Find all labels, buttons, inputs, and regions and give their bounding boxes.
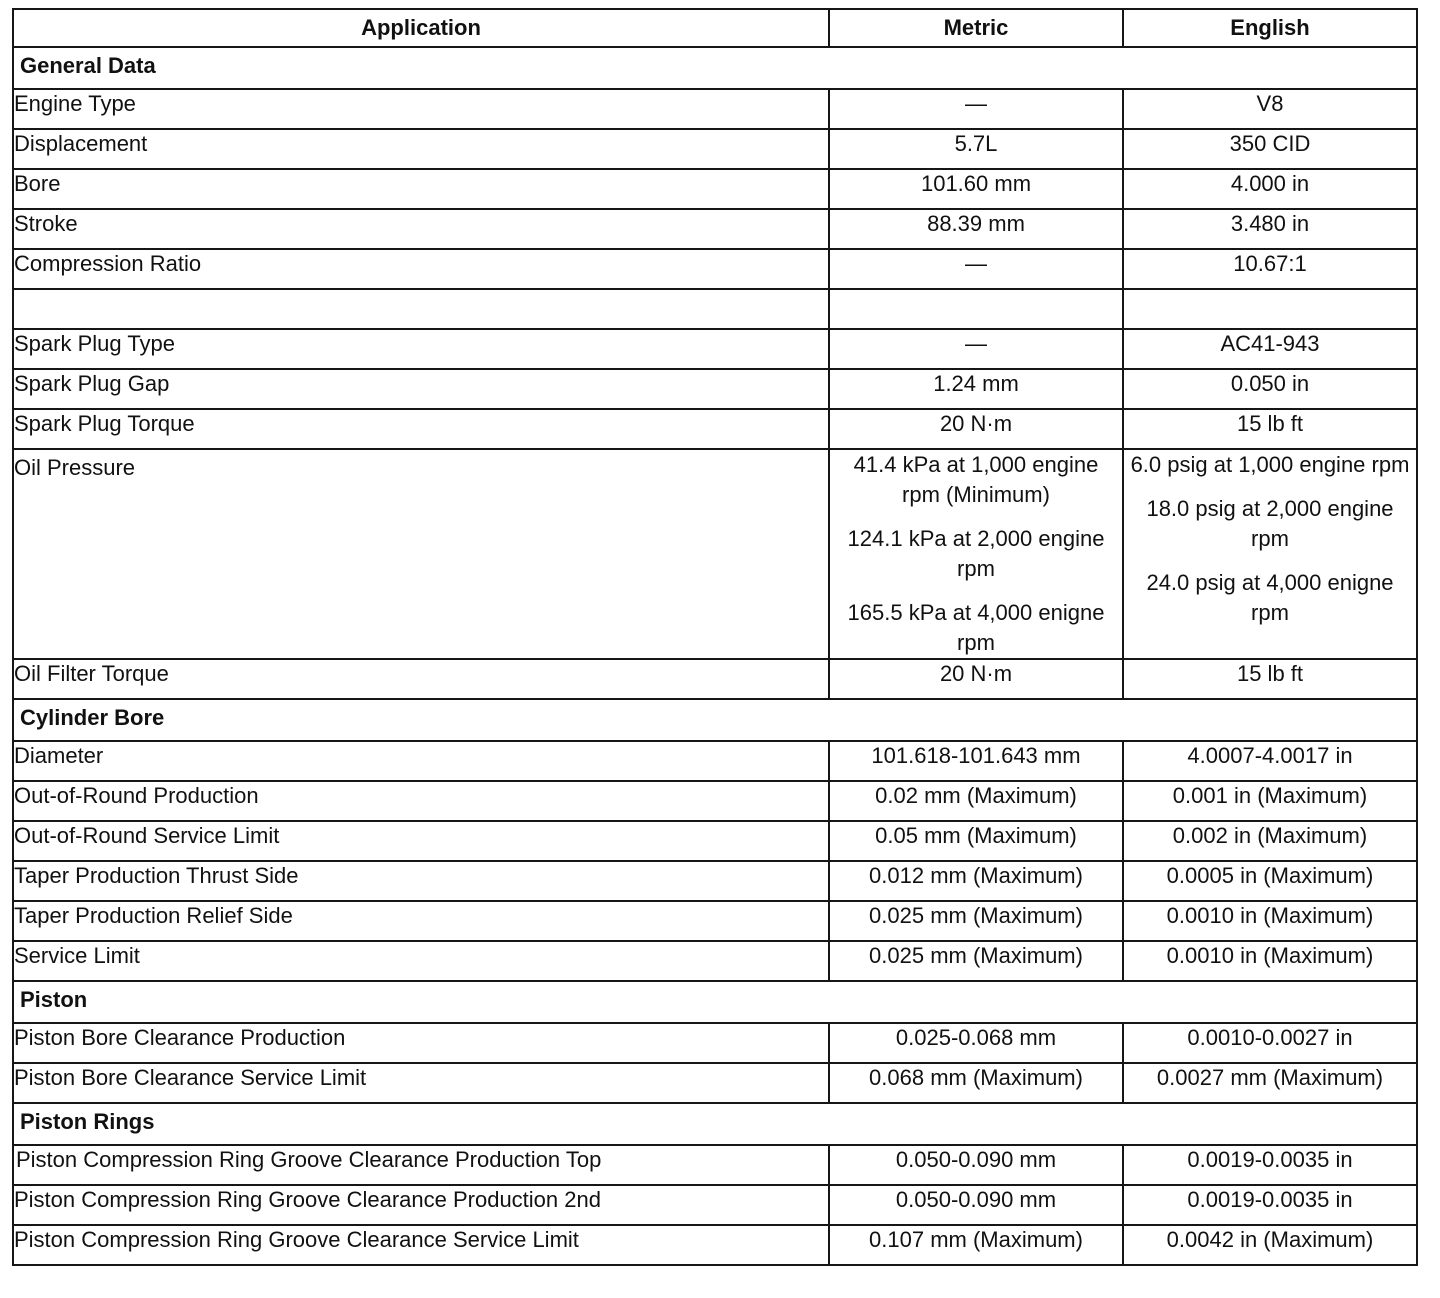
application-cell: Displacement bbox=[13, 129, 829, 169]
application-cell: Bore bbox=[13, 169, 829, 209]
table-row bbox=[13, 781, 1417, 821]
section-title-cylinder-bore: Cylinder Bore bbox=[13, 699, 1417, 741]
metric-cell: 0.107 mm (Maximum) bbox=[829, 1225, 1123, 1265]
section-title-general: General Data bbox=[13, 47, 1417, 89]
table-row bbox=[13, 369, 1417, 409]
english-cell: 4.000 in bbox=[1123, 169, 1417, 209]
table-row bbox=[13, 1185, 1417, 1225]
metric-cell: 20 N·m bbox=[829, 659, 1123, 699]
table-row bbox=[13, 169, 1417, 209]
oil-pressure-metric-4000: 165.5 kPa at 4,000 enigne rpm bbox=[847, 600, 1105, 655]
english-cell bbox=[1123, 449, 1417, 659]
application-cell: Stroke bbox=[13, 209, 829, 249]
metric-cell: 0.02 mm (Maximum) bbox=[829, 781, 1123, 821]
application-cell: Piston Bore Clearance Production bbox=[13, 1023, 829, 1063]
oil-pressure-english-1000: 6.0 psig at 1,000 engine rpm bbox=[1130, 452, 1410, 477]
table-row bbox=[13, 741, 1417, 781]
metric-cell: — bbox=[829, 249, 1123, 289]
english-cell: 0.0019-0.0035 in bbox=[1123, 1145, 1417, 1185]
metric-cell: — bbox=[829, 329, 1123, 369]
header-row bbox=[13, 9, 1417, 47]
metric-cell: 1.24 mm bbox=[829, 369, 1123, 409]
english-cell: V8 bbox=[1123, 89, 1417, 129]
table-row bbox=[13, 209, 1417, 249]
application-cell: Spark Plug Type bbox=[13, 329, 829, 369]
english-cell: AC41-943 bbox=[1123, 329, 1417, 369]
application-cell: Piston Compression Ring Groove Clearance Production 2nd bbox=[13, 1185, 829, 1225]
application-cell: Spark Plug Gap bbox=[13, 369, 829, 409]
header-metric: Metric bbox=[829, 9, 1123, 47]
metric-cell: 0.068 mm (Maximum) bbox=[829, 1063, 1123, 1103]
application-cell: Spark Plug Torque bbox=[13, 409, 829, 449]
english-cell: 10.67:1 bbox=[1123, 249, 1417, 289]
oil-pressure-metric-1000: 41.4 kPa at 1,000 engine rpm (Minimum) bbox=[853, 452, 1099, 507]
application-cell: Diameter bbox=[13, 741, 829, 781]
application-cell: Taper Production Thrust Side bbox=[13, 861, 829, 901]
blank-cell bbox=[829, 289, 1123, 329]
table-row bbox=[13, 409, 1417, 449]
metric-cell: 0.050-0.090 mm bbox=[829, 1145, 1123, 1185]
metric-cell: 0.050-0.090 mm bbox=[829, 1185, 1123, 1225]
table-row bbox=[13, 861, 1417, 901]
application-cell: Compression Ratio bbox=[13, 249, 829, 289]
oil-pressure-metric-2000: 124.1 kPa at 2,000 engine rpm bbox=[847, 526, 1105, 581]
english-cell: 0.050 in bbox=[1123, 369, 1417, 409]
header-english: English bbox=[1123, 9, 1417, 47]
table-row bbox=[13, 129, 1417, 169]
application-cell: Out-of-Round Production bbox=[13, 781, 829, 821]
application-cell: Engine Type bbox=[13, 89, 829, 129]
english-cell: 0.0010 in (Maximum) bbox=[1123, 941, 1417, 981]
metric-cell: 101.60 mm bbox=[829, 169, 1123, 209]
metric-cell: 88.39 mm bbox=[829, 209, 1123, 249]
table-row bbox=[13, 941, 1417, 981]
table-row bbox=[13, 1225, 1417, 1265]
table-row bbox=[13, 1145, 1417, 1185]
table-row bbox=[13, 1063, 1417, 1103]
table-row bbox=[13, 89, 1417, 129]
metric-cell: 0.025-0.068 mm bbox=[829, 1023, 1123, 1063]
metric-cell: 5.7L bbox=[829, 129, 1123, 169]
header-application: Application bbox=[13, 9, 829, 47]
oil-pressure-english-2000: 18.0 psig at 2,000 engine rpm bbox=[1146, 496, 1394, 551]
section-title-piston: Piston bbox=[13, 981, 1417, 1023]
metric-cell: 20 N·m bbox=[829, 409, 1123, 449]
table-row bbox=[13, 659, 1417, 699]
metric-cell: — bbox=[829, 89, 1123, 129]
application-cell: Piston Bore Clearance Service Limit bbox=[13, 1063, 829, 1103]
section-title-piston-rings: Piston Rings bbox=[13, 1103, 1417, 1145]
specifications-sheet bbox=[12, 8, 1416, 1266]
table-row bbox=[13, 249, 1417, 289]
english-cell: 15 lb ft bbox=[1123, 409, 1417, 449]
section-row bbox=[13, 47, 1417, 89]
metric-cell: 0.025 mm (Maximum) bbox=[829, 941, 1123, 981]
metric-cell: 0.05 mm (Maximum) bbox=[829, 821, 1123, 861]
oil-pressure-english-4000: 24.0 psig at 4,000 enigne rpm bbox=[1146, 570, 1394, 625]
section-row bbox=[13, 981, 1417, 1023]
english-cell: 0.002 in (Maximum) bbox=[1123, 821, 1417, 861]
section-row bbox=[13, 1103, 1417, 1145]
english-cell: 0.0042 in (Maximum) bbox=[1123, 1225, 1417, 1265]
table-row bbox=[13, 329, 1417, 369]
metric-cell: 0.012 mm (Maximum) bbox=[829, 861, 1123, 901]
application-cell: Service Limit bbox=[13, 941, 829, 981]
section-row bbox=[13, 699, 1417, 741]
english-cell: 0.0019-0.0035 in bbox=[1123, 1185, 1417, 1225]
specifications-table bbox=[12, 8, 1418, 1266]
blank-row bbox=[13, 289, 1417, 329]
application-cell: Piston Compression Ring Groove Clearance Production Top bbox=[13, 1145, 829, 1185]
blank-cell bbox=[13, 289, 829, 329]
english-cell: 0.0005 in (Maximum) bbox=[1123, 861, 1417, 901]
english-cell: 0.001 in (Maximum) bbox=[1123, 781, 1417, 821]
application-cell: Piston Compression Ring Groove Clearance Service Limit bbox=[13, 1225, 829, 1265]
metric-cell: 0.025 mm (Maximum) bbox=[829, 901, 1123, 941]
oil-pressure-row bbox=[13, 449, 1417, 659]
english-cell: 4.0007-4.0017 in bbox=[1123, 741, 1417, 781]
table-row bbox=[13, 821, 1417, 861]
table-row bbox=[13, 1023, 1417, 1063]
application-cell: Taper Production Relief Side bbox=[13, 901, 829, 941]
application-cell: Out-of-Round Service Limit bbox=[13, 821, 829, 861]
english-cell: 350 CID bbox=[1123, 129, 1417, 169]
english-cell: 0.0010-0.0027 in bbox=[1123, 1023, 1417, 1063]
application-cell: Oil Filter Torque bbox=[13, 659, 829, 699]
blank-cell bbox=[1123, 289, 1417, 329]
english-cell: 0.0027 mm (Maximum) bbox=[1123, 1063, 1417, 1103]
application-cell: Oil Pressure bbox=[13, 449, 829, 659]
english-cell: 15 lb ft bbox=[1123, 659, 1417, 699]
table-row bbox=[13, 901, 1417, 941]
metric-cell: 101.618-101.643 mm bbox=[829, 741, 1123, 781]
metric-cell bbox=[829, 449, 1123, 659]
english-cell: 0.0010 in (Maximum) bbox=[1123, 901, 1417, 941]
english-cell: 3.480 in bbox=[1123, 209, 1417, 249]
